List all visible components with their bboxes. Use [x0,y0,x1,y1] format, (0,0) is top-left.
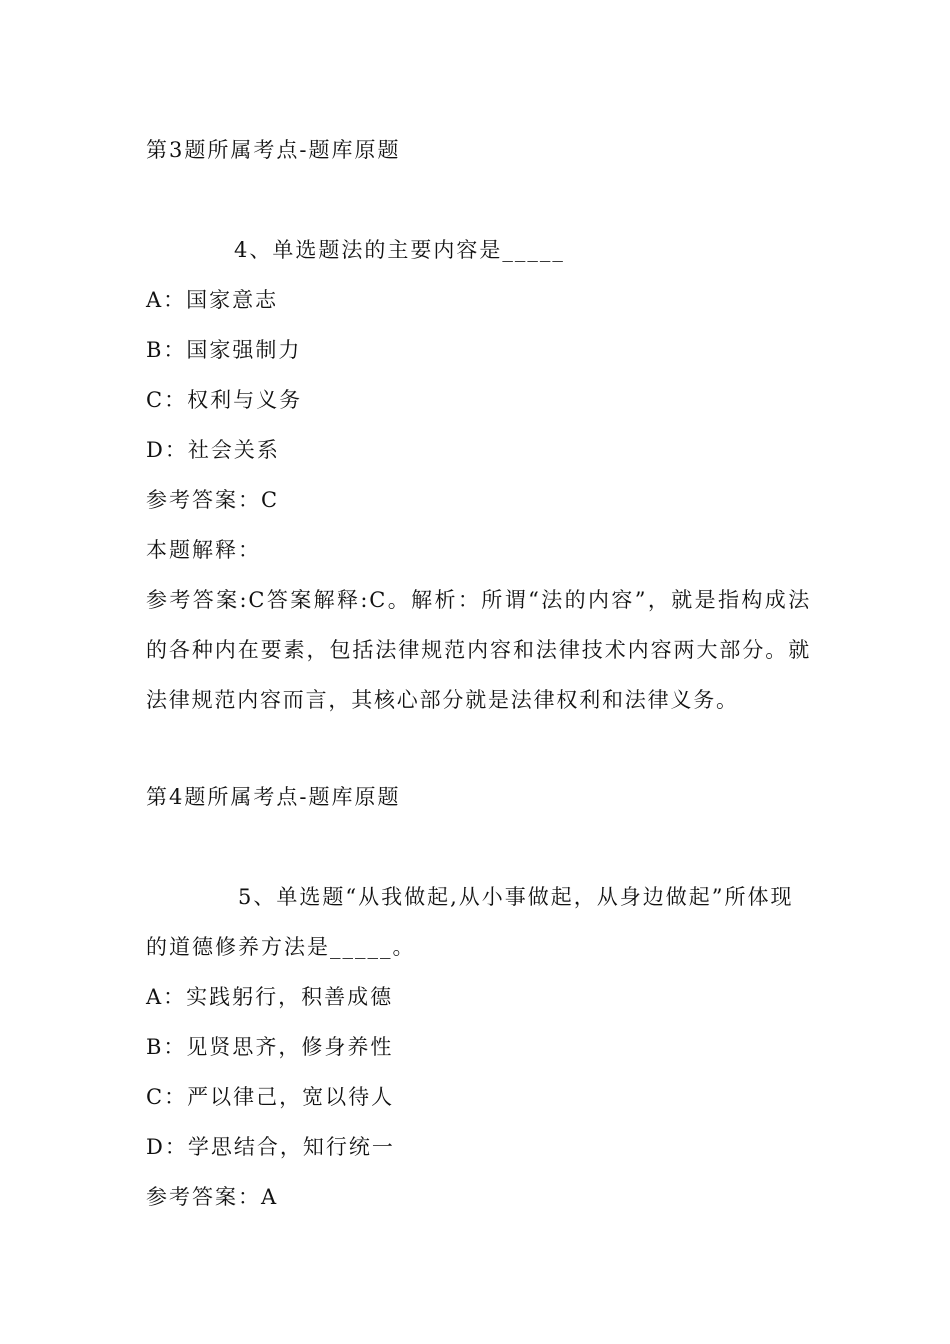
question-4-option-d: D：社会关系 [146,438,280,462]
source-tag-q3: 第3题所属考点-题库原题 [146,138,401,162]
question-4-explanation-label: 本题解释： [146,538,261,562]
question-5-answer: 参考答案：A [146,1185,279,1209]
question-4-option-a: A：国家意志 [146,288,279,312]
question-5-option-d: D：学思结合，知行统一 [146,1135,395,1159]
source-tag-q4: 第4题所属考点-题库原题 [146,785,401,809]
question-4-explanation: 参考答案:C答案解释:C。解析：所谓“法的内容”，就是指构成法的各种内在要素，包括法律规范内容和法律技术内容两大部分。就法律规范内容而言，其核心部分就是法律权利和法律义务。 [146,588,811,712]
question-5-option-a: A：实践躬行，积善成德 [146,985,394,1009]
question-4-answer: 参考答案：C [146,488,280,512]
question-4-option-b: B：国家强制力 [146,338,302,362]
question-5-stem-line1: 5、单选题“从我做起,从小事做起，从身边做起”所体现 [238,885,794,909]
question-4-option-c: C：权利与义务 [146,388,303,412]
question-5-stem-line2: 的道德修养方法是_____。 [146,935,416,959]
question-4-stem: 4、单选题法的主要内容是_____ [234,238,565,262]
question-5-option-b: B：见贤思齐，修身养性 [146,1035,394,1059]
question-5-option-c: C：严以律己，宽以待人 [146,1085,395,1109]
